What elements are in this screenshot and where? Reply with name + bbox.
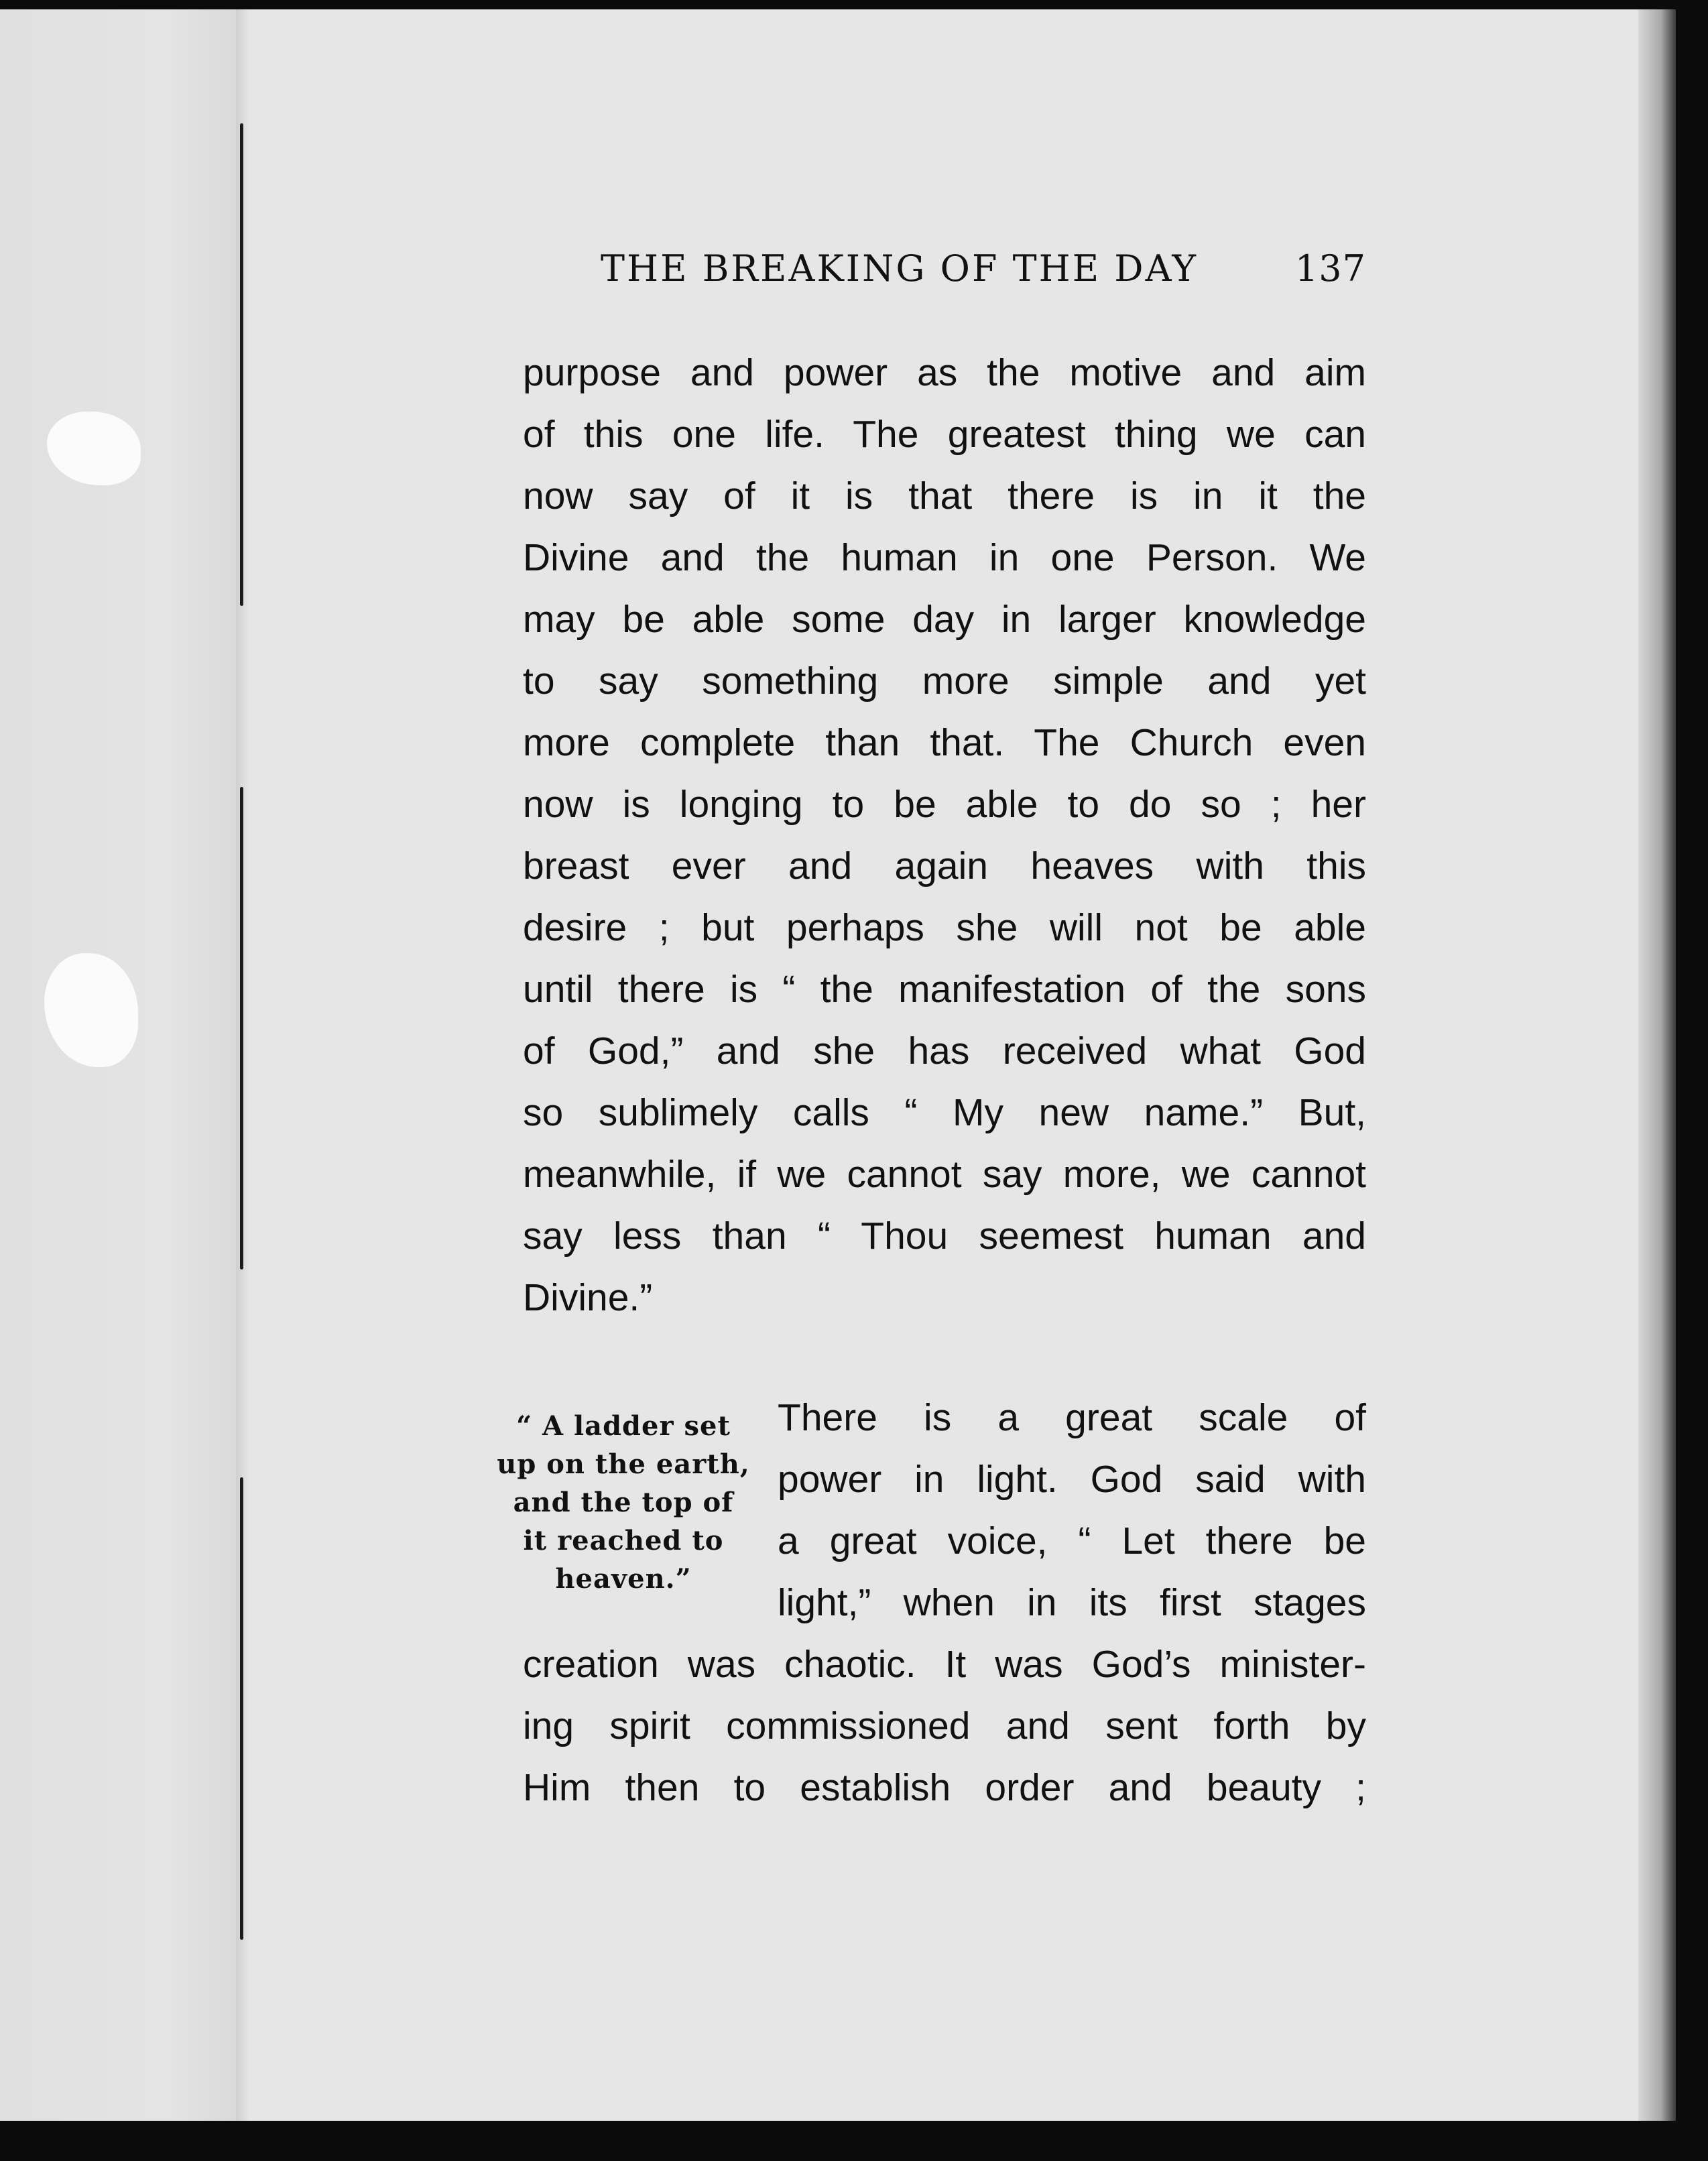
paragraph-2-indented <box>778 1387 1366 1633</box>
paragraph-1 <box>523 342 1366 1329</box>
binding-gutter <box>236 9 251 2121</box>
sidenote-line: and the top of <box>513 1487 734 1518</box>
text-line: meanwhile, if we cannot say more, we cannot <box>523 1153 1366 1196</box>
sidenote-line: “ A ladder set <box>516 1410 731 1442</box>
text-line: creation was chaotic. It was God’s minister- <box>523 1643 1366 1686</box>
page-right-edge <box>1638 9 1676 2121</box>
sidenote-line: it reached to <box>523 1525 724 1556</box>
text-line: ing spirit commissioned and sent forth by <box>523 1705 1366 1747</box>
text-line: to say something more simple and yet <box>523 660 1366 702</box>
text-line: so sublimely calls “ My new name.” But, <box>523 1091 1366 1134</box>
marginal-sidenote <box>496 1407 751 1598</box>
page-leaf <box>0 9 1676 2121</box>
text-line: breast ever and again heaves with this <box>523 845 1366 887</box>
running-head <box>601 247 1366 301</box>
facing-page-edge <box>0 9 241 2121</box>
binding-stitch <box>240 787 243 1270</box>
binding-stitch <box>240 1477 243 1940</box>
running-head-title: THE BREAKING OF THE DAY <box>601 247 1199 290</box>
text-line: may be able some day in larger knowledge <box>523 598 1366 641</box>
text-line: power in light. God said with <box>778 1458 1366 1501</box>
text-line: until there is “ the manifestation of the sons <box>523 968 1366 1011</box>
text-line: say less than “ Thou seemest human and <box>523 1215 1366 1257</box>
text-line: now say of it is that there is in it the <box>523 475 1366 517</box>
binding-stitch <box>240 123 243 606</box>
text-line: Him then to establish order and beauty ; <box>523 1766 1366 1809</box>
text-line: light,” when in its first stages <box>778 1581 1366 1624</box>
text-line: desire ; but perhaps she will not be able <box>523 906 1366 949</box>
text-line: a great voice, “ Let there be <box>778 1520 1366 1562</box>
paragraph-2-continued <box>523 1633 1366 1818</box>
sidenote-line: up on the earth, <box>497 1448 750 1480</box>
text-line: purpose and power as the motive and aim <box>523 351 1366 394</box>
sidenote-line: heaven.” <box>555 1563 692 1595</box>
text-line: Divine and the human in one Person. We <box>523 536 1366 579</box>
text-line: now is longing to be able to do so ; her <box>523 783 1366 826</box>
text-line: Divine.” <box>523 1276 653 1319</box>
text-line: There is a great scale of <box>778 1396 1366 1439</box>
text-line: of this one life. The greatest thing we can <box>523 413 1366 456</box>
text-line: more complete than that. The Church even <box>523 721 1366 764</box>
page-number: 137 <box>1294 247 1366 290</box>
text-line: of God,” and she has received what God <box>523 1030 1366 1072</box>
